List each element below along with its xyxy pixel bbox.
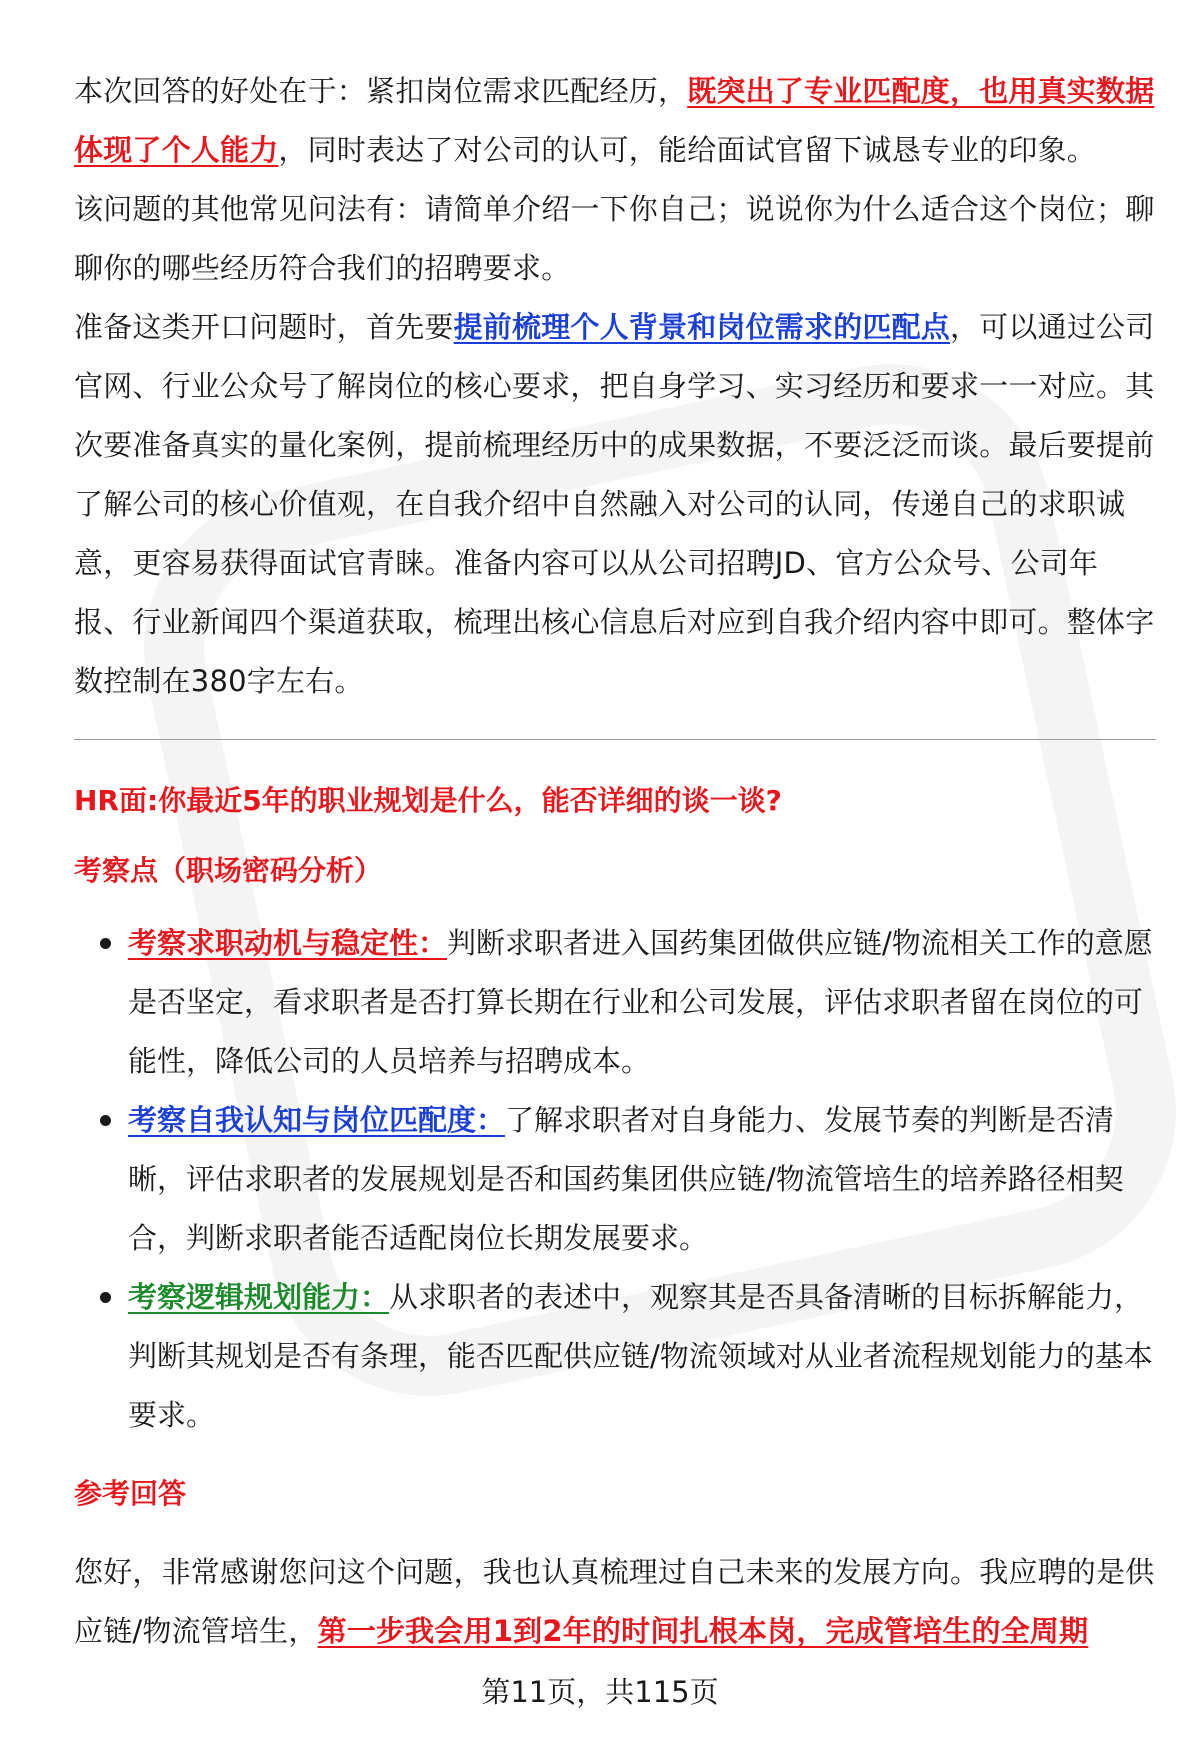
question-title: HR面:你最近5年的职业规划是什么，能否详细的谈一谈?: [74, 784, 782, 817]
intro-paragraph-benefit: [74, 62, 1156, 180]
highlight-red: 既突出了专业匹配度，也用真实数据体现了个人能力: [74, 74, 1155, 167]
bullet-icon: [100, 1115, 111, 1126]
answer-paragraph: [74, 1543, 1156, 1661]
highlight-red: 第一步我会用1到2年的时间扎根本岗，完成管培生的全周期: [317, 1614, 1089, 1648]
point-text: 从求职者的表述中，观察其是否具备清晰的目标拆解能力，判断其规划是否有条理，能否匹配供应链/物流领域对从业者流程规划能力的基本要求。: [128, 1280, 1153, 1432]
text-span: 本次回答的好处在于：紧扣岗位需求匹配经历，: [74, 74, 688, 108]
text-span: ，同时表达了对公司的认可，能给面试官留下诚恳专业的印象。: [278, 133, 1097, 167]
text-span: 您好，非常感谢您问这个问题，我也认真梳理过自己未来的发展方向。我应聘的是供应链/物流管培生，: [74, 1555, 1155, 1648]
point-text: 了解求职者对自身能力、发展节奏的判断是否清晰，评估求职者的发展规划是否和国药集团供应链/物流管培生的培养路径相契合，判断求职者能否适配岗位长期发展要求。: [128, 1103, 1124, 1255]
list-item: [74, 1268, 1156, 1445]
point-label: 考察逻辑规划能力：: [128, 1280, 390, 1314]
document-content: [74, 62, 1156, 1661]
text-span: ，可以通过公司官网、行业公众号了解岗位的核心要求，把自身学习、实习经历和要求一一对应。其次要准备真实的量化案例，提前梳理经历中的成果数据，不要泛泛而谈。最后要提前了解公司的核心价值观，在自我介绍中自然融入对公司的认同，传递自己的求职诚意，更容易获得面试官青睐。准备内容可以从公司招聘JD、官方公众号、公司年报、行业新闻四个渠道获取，梳理出核心信息后对应到自我介绍内容中即可。整体字数控制在380字左右。: [74, 310, 1155, 698]
answer-heading: 参考回答: [74, 1477, 187, 1510]
intro-paragraph-preparation: [74, 298, 1156, 711]
spacer: [74, 1445, 1156, 1459]
intro-paragraph-variants: 该问题的其他常见问法有：请简单介绍一下你自己；说说你为什么适合这个岗位；聊聊你的哪些经历符合我们的招聘要求。: [74, 192, 1155, 285]
page-number: 第11页，共115页: [481, 1675, 719, 1709]
section-divider: [74, 739, 1156, 740]
point-label: 考察求职动机与稳定性：: [128, 926, 448, 960]
bullet-icon: [100, 1292, 111, 1303]
highlight-blue: 提前梳理个人背景和岗位需求的匹配点: [453, 310, 951, 344]
bullet-icon: [100, 938, 111, 949]
list-item: [74, 914, 1156, 1091]
points-list: [74, 914, 1156, 1445]
text-span: 准备这类开口问题时，首先要: [74, 310, 454, 344]
point-label: 考察自我认知与岗位匹配度：: [128, 1103, 506, 1137]
list-item: [74, 1091, 1156, 1268]
points-heading: 考察点（职场密码分析）: [74, 854, 383, 887]
spacer: [74, 1529, 1156, 1543]
point-text: 判断求职者进入国药集团做供应链/物流相关工作的意愿是否坚定，看求职者是否打算长期在行业和公司发展，评估求职者留在岗位的可能性，降低公司的人员培养与招聘成本。: [128, 926, 1153, 1078]
